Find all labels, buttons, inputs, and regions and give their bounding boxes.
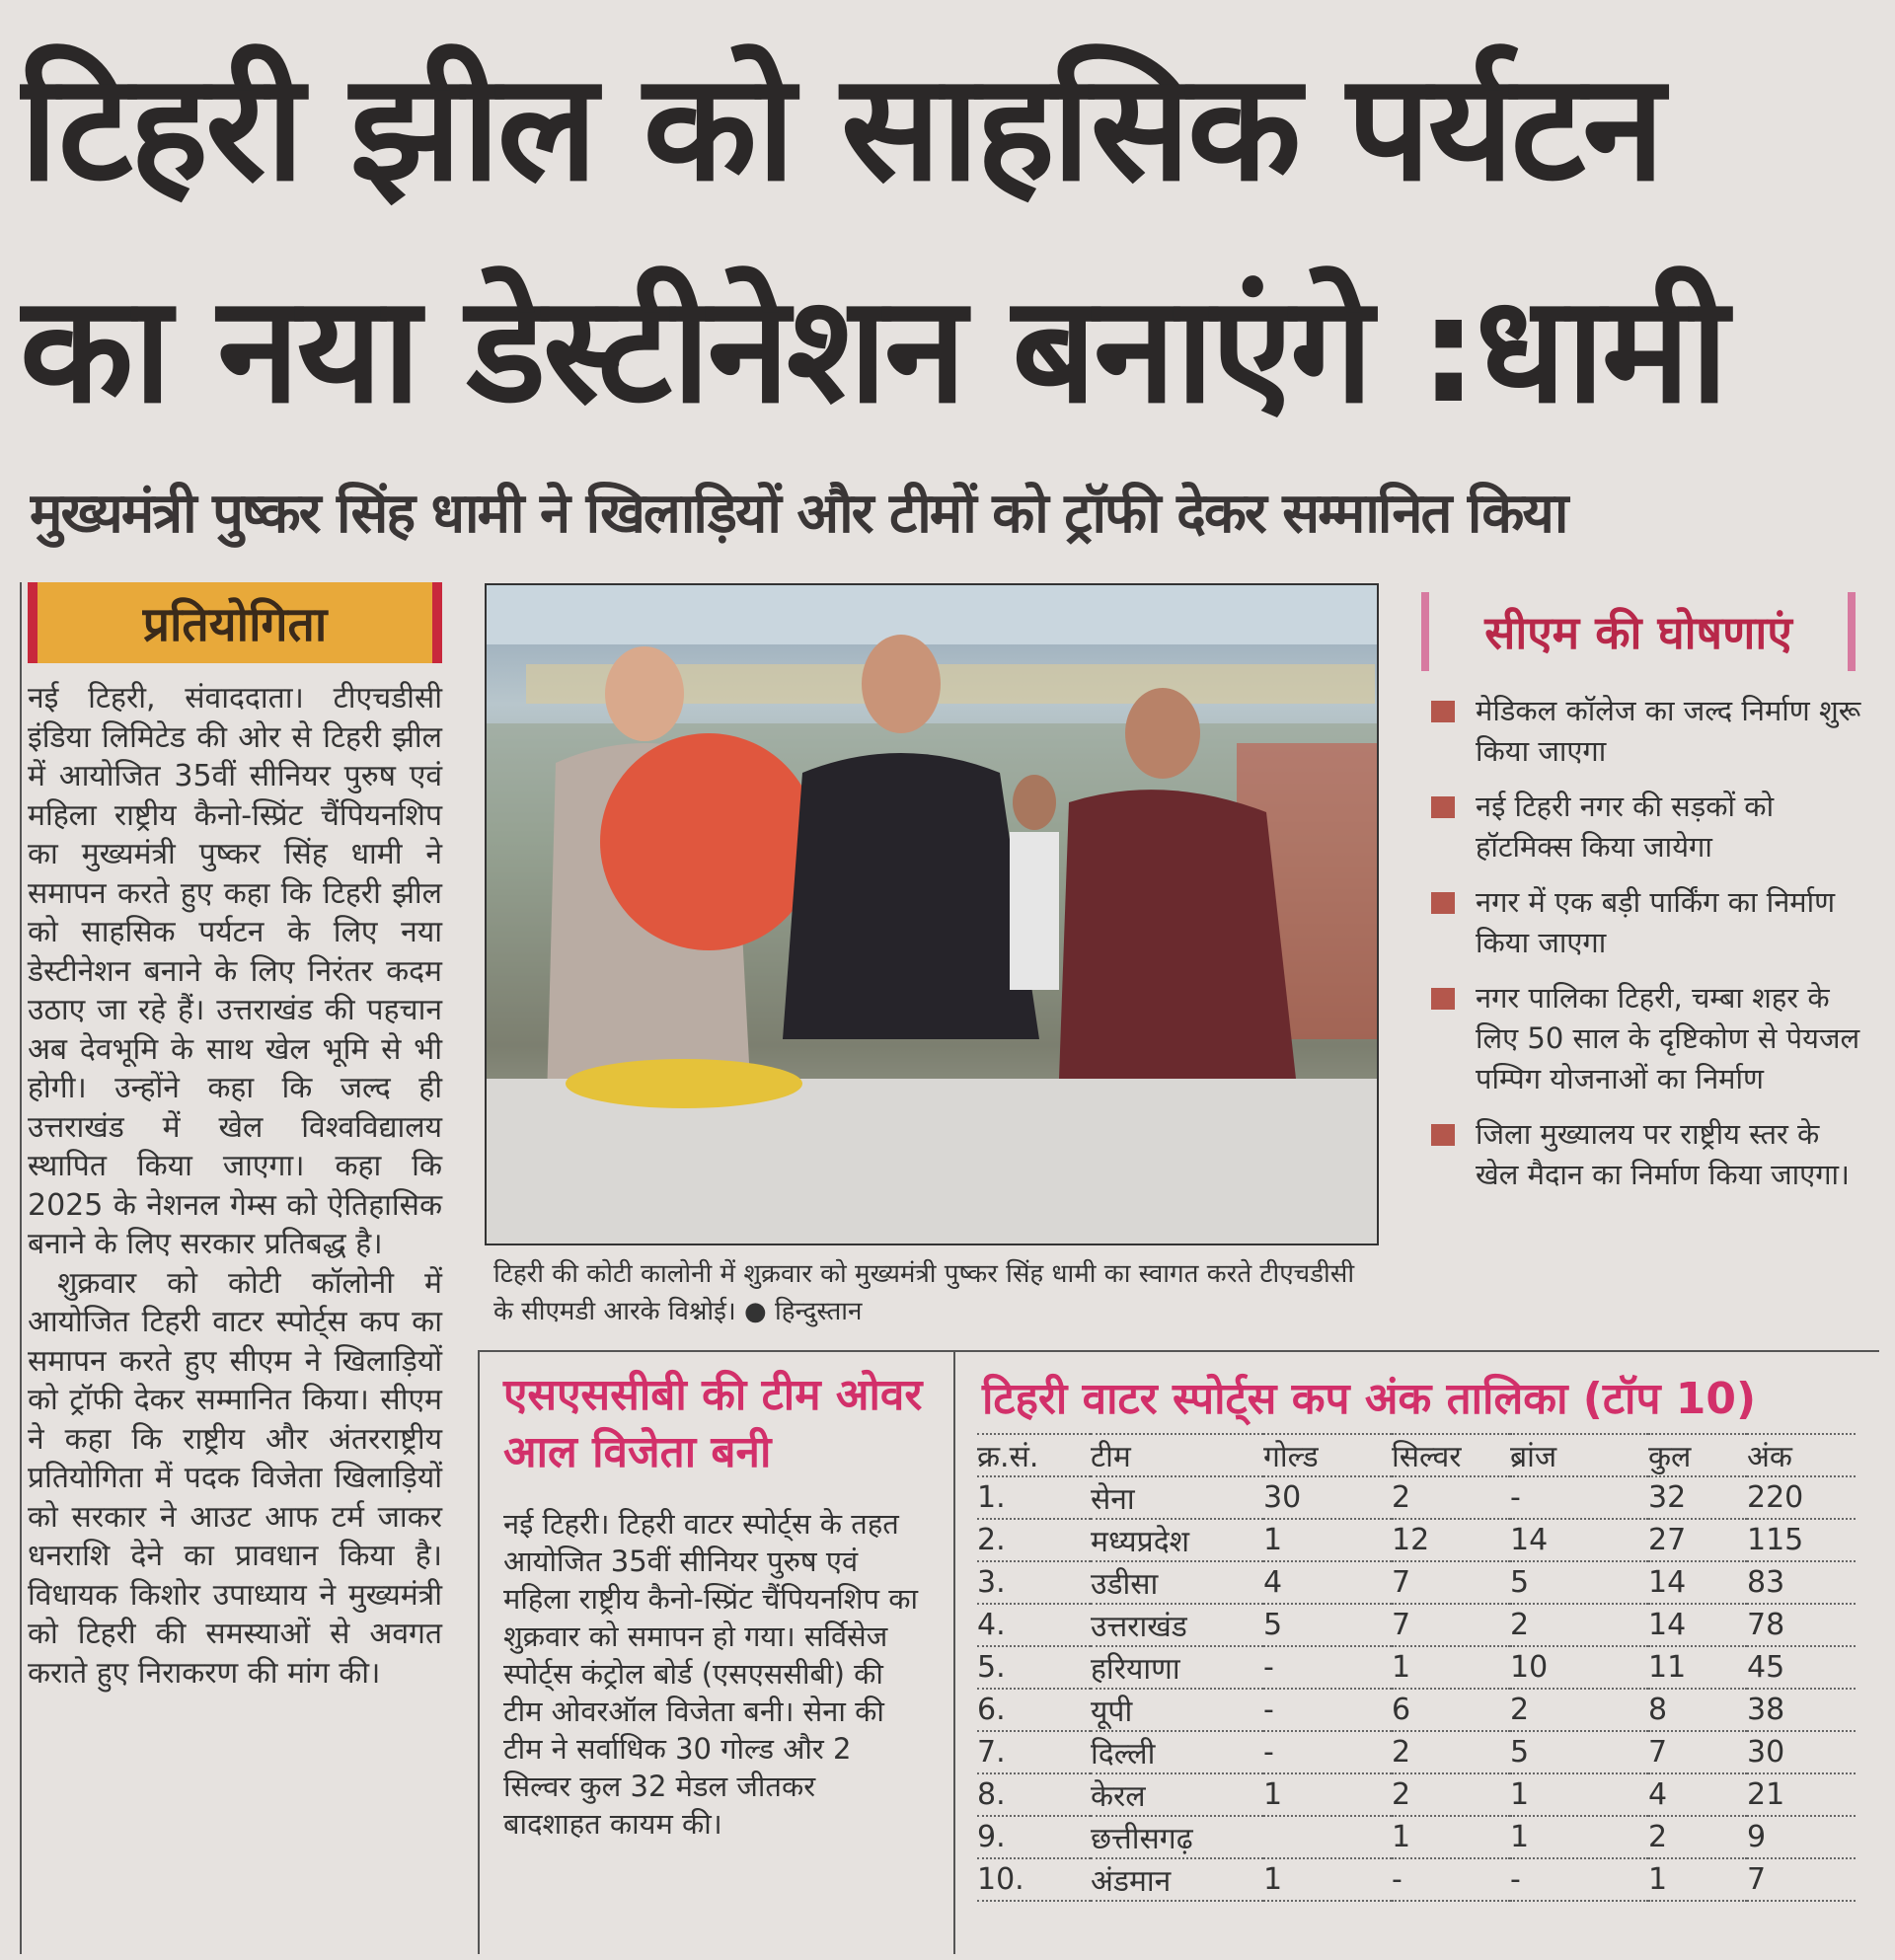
- cell-bronze: 5: [1510, 1731, 1648, 1773]
- cell-points: 115: [1747, 1519, 1856, 1561]
- person-right-head: [1125, 688, 1200, 779]
- photo-credit: हिन्दुस्तान: [774, 1297, 863, 1326]
- section-label: [28, 582, 442, 663]
- cell-gold: 30: [1263, 1476, 1392, 1519]
- cell-points: 21: [1747, 1773, 1856, 1816]
- cell-bronze: 1: [1510, 1773, 1648, 1816]
- person-back-shirt: [1010, 832, 1059, 990]
- announcement-item: [1426, 882, 1870, 963]
- cell-team: उडीसा: [1091, 1561, 1263, 1604]
- horizontal-rule: [478, 1350, 1879, 1352]
- table-row: [977, 1816, 1856, 1858]
- cell-team: मध्यप्रदेश: [1091, 1519, 1263, 1561]
- cell-team: दिल्ली: [1091, 1731, 1263, 1773]
- sidebar-story-body: नई टिहरी। टिहरी वाटर स्पोर्ट्स के तहत आयोजित 35वीं सीनियर पुरुष एवं महिला राष्ट्रीय कैनो-स्प्रिंट चैंपियनशिप का शुक्रवार को समापन हो गया। सर्विसेज स्पोर्ट्स कंट्रोल बोर्ड (एसएससीबी) की टीम ओवरऑल विजेता बनी। सेना की टीम ने सर्वाधिक 30 गोल्ड और 2 सिल्वर कुल 32 मेडल जीतकर बादशाहत कायम की।: [503, 1507, 918, 1841]
- header-rank: क्र.सं.: [977, 1434, 1091, 1476]
- cell-rank: 4.: [977, 1604, 1091, 1646]
- column-rule-table: [953, 1352, 955, 1954]
- cell-team: अंडमान: [1091, 1858, 1263, 1901]
- photo-banner-top: [487, 585, 1379, 644]
- square-bullet-icon: [1431, 701, 1455, 722]
- cell-gold: -: [1263, 1731, 1392, 1773]
- cell-points: 78: [1747, 1604, 1856, 1646]
- cell-total: 1: [1648, 1858, 1747, 1901]
- cell-team: हरियाणा: [1091, 1646, 1263, 1689]
- cell-rank: 1.: [977, 1476, 1091, 1519]
- main-article-body: [28, 679, 442, 1693]
- table-body: [977, 1476, 1856, 1901]
- cell-silver: 2: [1392, 1476, 1510, 1519]
- table-row: [977, 1689, 1856, 1731]
- table-header-row: [977, 1434, 1856, 1476]
- person-right-jacket: [1059, 790, 1296, 1079]
- cell-rank: 10.: [977, 1858, 1091, 1901]
- column-rule-middle: [478, 1352, 480, 1954]
- cell-bronze: 5: [1510, 1561, 1648, 1604]
- cell-silver: 2: [1392, 1773, 1510, 1816]
- cell-total: 32: [1648, 1476, 1747, 1519]
- cell-team: यूपी: [1091, 1689, 1263, 1731]
- points-table: [977, 1433, 1856, 1902]
- cell-rank: 8.: [977, 1773, 1091, 1816]
- announcement-text: नई टिहरी नगर की सड़कों को हॉटमिक्स किया जायेगा: [1476, 790, 1775, 864]
- square-bullet-icon: [1431, 988, 1455, 1010]
- cell-team: छत्तीसगढ़: [1091, 1816, 1263, 1858]
- header-points: अंक: [1747, 1434, 1856, 1476]
- announcement-text: नगर में एक बड़ी पार्किंग का निर्माण किया जाएगा: [1476, 885, 1836, 959]
- photo-illustration: [487, 585, 1379, 1245]
- cell-bronze: -: [1510, 1476, 1648, 1519]
- cell-points: 83: [1747, 1561, 1856, 1604]
- cell-rank: 3.: [977, 1561, 1091, 1604]
- cell-gold: 1: [1263, 1519, 1392, 1561]
- table-row: [977, 1561, 1856, 1604]
- cell-gold: 4: [1263, 1561, 1392, 1604]
- points-table-title: टिहरी वाटर स्पोर्ट्स कप अंक तालिका (टॉप 10): [982, 1374, 1757, 1424]
- cell-bronze: 2: [1510, 1689, 1648, 1731]
- headline-line-2: का नया डेस्टीनेशन बनाएंगे :धामी: [20, 264, 1726, 436]
- cell-total: 11: [1648, 1646, 1747, 1689]
- announcement-text: नगर पालिका टिहरी, चम्बा शहर के लिए 50 साल के दृष्टिकोण से पेयजल पम्पिग योजनाओं का निर्माण: [1476, 981, 1860, 1095]
- cell-rank: 2.: [977, 1519, 1091, 1561]
- cell-team: सेना: [1091, 1476, 1263, 1519]
- announcements-title: सीएम की घोषणाएं: [1484, 606, 1792, 659]
- announcements-list: [1426, 691, 1870, 1210]
- subheadline: मुख्यमंत्री पुष्कर सिंह धामी ने खिलाड़ियों और टीमों को ट्रॉफी देकर सम्मानित किया: [30, 482, 1567, 546]
- table-row: [977, 1519, 1856, 1561]
- cell-total: 4: [1648, 1773, 1747, 1816]
- cell-total: 2: [1648, 1816, 1747, 1858]
- announcement-text: जिला मुख्यालय पर राष्ट्रीय स्तर के खेल मैदान का निर्माण किया जाएगा।: [1476, 1117, 1851, 1191]
- cell-points: 38: [1747, 1689, 1856, 1731]
- cell-points: 45: [1747, 1646, 1856, 1689]
- cell-total: 8: [1648, 1689, 1747, 1731]
- cell-rank: 7.: [977, 1731, 1091, 1773]
- cell-silver: 7: [1392, 1561, 1510, 1604]
- cell-gold: [1263, 1816, 1392, 1858]
- cell-silver: -: [1392, 1858, 1510, 1901]
- table-row: [977, 1858, 1856, 1901]
- header-bronze: ब्रांज: [1510, 1434, 1648, 1476]
- announcement-item: [1426, 787, 1870, 867]
- cell-bronze: 10: [1510, 1646, 1648, 1689]
- column-rule-left: [20, 582, 22, 1954]
- person-back-head: [1013, 775, 1056, 830]
- announcement-item: [1426, 978, 1870, 1099]
- header-gold: गोल्ड: [1263, 1434, 1392, 1476]
- announcement-item: [1426, 1114, 1870, 1195]
- cell-gold: 5: [1263, 1604, 1392, 1646]
- cell-points: 30: [1747, 1731, 1856, 1773]
- cell-total: 7: [1648, 1731, 1747, 1773]
- table-row: [977, 1731, 1856, 1773]
- announcement-item: [1426, 691, 1870, 772]
- cell-silver: 7: [1392, 1604, 1510, 1646]
- cell-gold: 1: [1263, 1858, 1392, 1901]
- cell-rank: 6.: [977, 1689, 1091, 1731]
- cell-gold: 1: [1263, 1773, 1392, 1816]
- section-label-text: प्रतियोगिता: [142, 596, 328, 652]
- cell-points: 7: [1747, 1858, 1856, 1901]
- announcement-text: मेडिकल कॉलेज का जल्द निर्माण शुरू किया जाएगा: [1476, 694, 1861, 768]
- header-team: टीम: [1091, 1434, 1263, 1476]
- table-row: [977, 1476, 1856, 1519]
- news-photo: [485, 583, 1379, 1245]
- square-bullet-icon: [1431, 796, 1455, 818]
- cell-rank: 9.: [977, 1816, 1091, 1858]
- caption-text: टिहरी की कोटी कालोनी में शुक्रवार को मुख्यमंत्री पुष्कर सिंह धामी का स्वागत करते टीएचडीसी के सीएमडी आरके विश्नोई।: [493, 1259, 1355, 1326]
- cell-total: 14: [1648, 1561, 1747, 1604]
- square-bullet-icon: [1431, 892, 1455, 914]
- table-row: [977, 1646, 1856, 1689]
- cell-silver: 2: [1392, 1731, 1510, 1773]
- cell-bronze: 14: [1510, 1519, 1648, 1561]
- bullet-dot-icon: ●: [744, 1297, 775, 1326]
- flowers-on-table: [566, 1059, 802, 1108]
- table-row: [977, 1604, 1856, 1646]
- cell-bronze: 1: [1510, 1816, 1648, 1858]
- cell-bronze: -: [1510, 1858, 1648, 1901]
- cell-gold: -: [1263, 1646, 1392, 1689]
- header-total: कुल: [1648, 1434, 1747, 1476]
- person-woman-head: [605, 646, 684, 741]
- cell-silver: 6: [1392, 1689, 1510, 1731]
- cell-total: 27: [1648, 1519, 1747, 1561]
- article-paragraph: शुक्रवार को कोटी कॉलोनी में आयोजित टिहरी वाटर स्पोर्ट्स कप का समापन करते हुए सीएम ने खिलाड़ियों को ट्रॉफी देकर सम्मानित किया। सीएम ने कहा कि राष्ट्रीय और अंतरराष्ट्रीय प्रतियोगिता में पदक विजेता खिलाड़ियों को सरकार ने आउट आफ टर्म जाकर धनराशि देने का प्रावधान किया है। विधायक किशोर उपाध्याय ने मुख्यमंत्री को टिहरी की समस्याओं से अवगत कराते हुए निराकरण की मांग की।: [28, 1265, 442, 1691]
- cell-silver: 1: [1392, 1816, 1510, 1858]
- photo-caption: [493, 1255, 1362, 1330]
- square-bullet-icon: [1431, 1124, 1455, 1146]
- cell-gold: -: [1263, 1689, 1392, 1731]
- cell-total: 14: [1648, 1604, 1747, 1646]
- cell-points: 220: [1747, 1476, 1856, 1519]
- table-row: [977, 1773, 1856, 1816]
- cell-rank: 5.: [977, 1646, 1091, 1689]
- header-silver: सिल्वर: [1392, 1434, 1510, 1476]
- cell-silver: 12: [1392, 1519, 1510, 1561]
- cell-bronze: 2: [1510, 1604, 1648, 1646]
- sidebar-story-headline: एसएससीबी की टीम ओवर आल विजेता बनी: [503, 1370, 923, 1477]
- cell-team: उत्तराखंड: [1091, 1604, 1263, 1646]
- person-man-suit: [783, 753, 1039, 1039]
- cell-silver: 1: [1392, 1646, 1510, 1689]
- cell-team: केरल: [1091, 1773, 1263, 1816]
- article-paragraph: नई टिहरी, संवाददाता। टीएचडीसी इंडिया लिमिटेड की ओर से टिहरी झील में आयोजित 35वीं सीनियर पुरुष एवं महिला राष्ट्रीय कैनो-स्प्रिंट चैंपियनशिप का मुख्यमंत्री पुष्कर सिंह धामी ने समापन करते हुए कहा कि टिहरी झील को साहसिक पर्यटन के लिए नया डेस्टीनेशन बनाने के लिए निरंतर कदम उठाए जा रहे हैं। उत्तराखंड की पहचान अब देवभूमि के साथ खेल भूमि से भी होगी। उन्होंने कहा कि जल्द ही उत्तराखंड में खेल विश्वविद्यालय स्थापित किया जाएगा। कहा कि 2025 के नेशनल गेम्स को ऐतिहासिक बनाने के लिए सरकार प्रतिबद्ध है।: [28, 681, 442, 1261]
- person-man-head: [862, 635, 941, 733]
- announcements-heading-box: [1421, 592, 1856, 671]
- headline-line-1: टिहरी झील को साहसिक पर्यटन: [20, 42, 1662, 214]
- bouquet: [600, 733, 817, 950]
- cell-points: 9: [1747, 1816, 1856, 1858]
